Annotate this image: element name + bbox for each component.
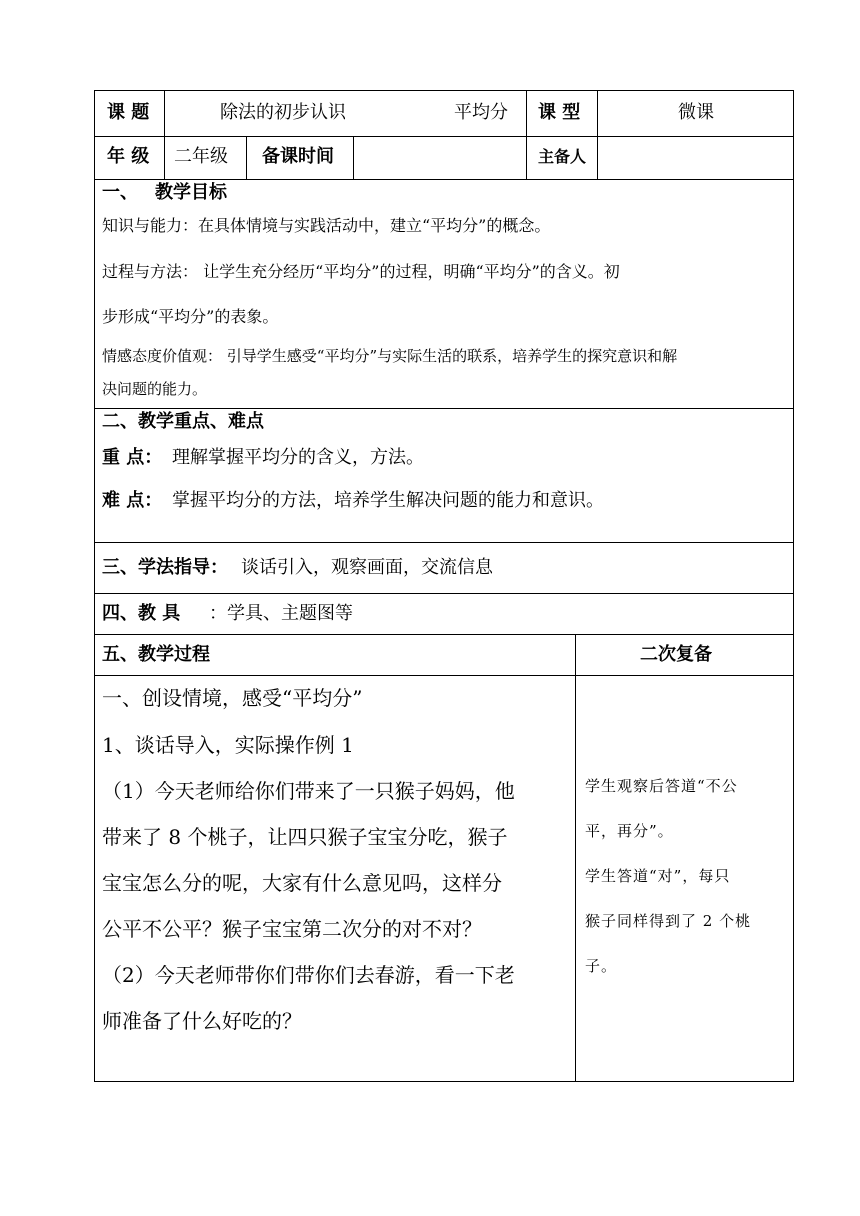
row-divider — [94, 675, 794, 676]
type-value: 微课 — [678, 102, 714, 123]
hard-point-text: 掌握平均分的方法，培养学生解决问题的能力和意识。 — [172, 490, 604, 511]
key-point-label: 重 点： — [102, 447, 163, 468]
tools-text: ：学具、主题图等 — [209, 603, 353, 624]
hard-point-label: 难 点： — [102, 490, 163, 511]
process-line: 一、创设情境，感受“平均分” — [102, 686, 363, 710]
tools-label: 四、教 具 — [102, 603, 181, 624]
process-line: （2）今天老师带你们带你们去春游，看一下老 — [102, 963, 515, 987]
objective-process-line1: 过程与方法： 让学生充分经历“平均分”的过程，明确“平均分”的含义。初 — [102, 262, 620, 281]
review-heading: 二次复备 — [640, 644, 712, 665]
objective-knowledge: 知识与能力：在具体情境与实践活动中，建立“平均分”的概念。 — [102, 216, 551, 235]
col-divider — [575, 634, 576, 1082]
objectives-heading-num: 一、 — [102, 182, 138, 203]
objective-emotion-line2: 决问题的能力。 — [102, 380, 208, 398]
grade-value: 二年级 — [174, 146, 228, 167]
row-divider — [94, 542, 794, 543]
process-line: （1）今天老师给你们带来了一只猴子妈妈，他 — [102, 779, 515, 803]
table-border-left — [94, 90, 95, 1082]
type-label: 课 型 — [538, 102, 581, 123]
objective-process-line2: 步形成“平均分”的表象。 — [102, 307, 279, 326]
review-line: 平，再分”。 — [585, 822, 674, 840]
table-border-bottom — [94, 1081, 794, 1082]
row-divider — [94, 634, 794, 635]
process-line: 1、谈话导入，实际操作例 1 — [102, 733, 354, 757]
process-heading: 五、教学过程 — [102, 644, 210, 665]
objective-emotion-line1: 情感态度价值观： 引导学生感受“平均分”与实际生活的联系，培养学生的探究意识和解 — [102, 347, 678, 365]
col-divider — [164, 90, 165, 179]
process-line: 带来了 8 个桃子，让四只猴子宝宝分吃，猴子 — [102, 825, 508, 849]
review-line: 学生答道“对”，每只 — [585, 867, 731, 885]
topic-value: 除法的初步认识 — [220, 102, 346, 123]
row-divider — [94, 593, 794, 594]
key-points-heading: 二、教学重点、难点 — [102, 411, 264, 432]
process-line: 公平不公平？猴子宝宝第二次分的对不对？ — [102, 917, 482, 941]
review-line: 猴子同样得到了 2 个桃 — [585, 912, 752, 930]
review-line: 学生观察后答道“不公 — [585, 777, 738, 795]
col-divider — [526, 90, 527, 179]
grade-label: 年 级 — [107, 146, 150, 167]
lead-label: 主备人 — [538, 147, 587, 166]
topic-sub: 平均分 — [454, 102, 508, 123]
col-divider — [597, 90, 598, 179]
table-border-right — [793, 90, 794, 1082]
row-divider — [94, 179, 794, 180]
process-line: 师准备了什么好吃的？ — [102, 1009, 302, 1033]
col-divider — [353, 136, 354, 179]
key-point-text: 理解掌握平均分的含义，方法。 — [172, 447, 424, 468]
prep-time-label: 备课时间 — [262, 146, 334, 167]
review-line: 子。 — [585, 957, 618, 975]
row-divider — [94, 136, 794, 137]
row-divider — [94, 408, 794, 409]
method-label: 三、学法指导： — [102, 557, 228, 578]
lesson-plan-table — [94, 90, 794, 1082]
col-divider — [246, 136, 247, 179]
objectives-heading: 教学目标 — [155, 182, 227, 203]
method-text: 谈话引入，观察画面，交流信息 — [241, 557, 493, 578]
process-line: 宝宝怎么分的呢，大家有什么意见吗，这样分 — [102, 871, 502, 895]
table-border-top — [94, 90, 794, 91]
topic-label: 课 题 — [107, 102, 150, 123]
